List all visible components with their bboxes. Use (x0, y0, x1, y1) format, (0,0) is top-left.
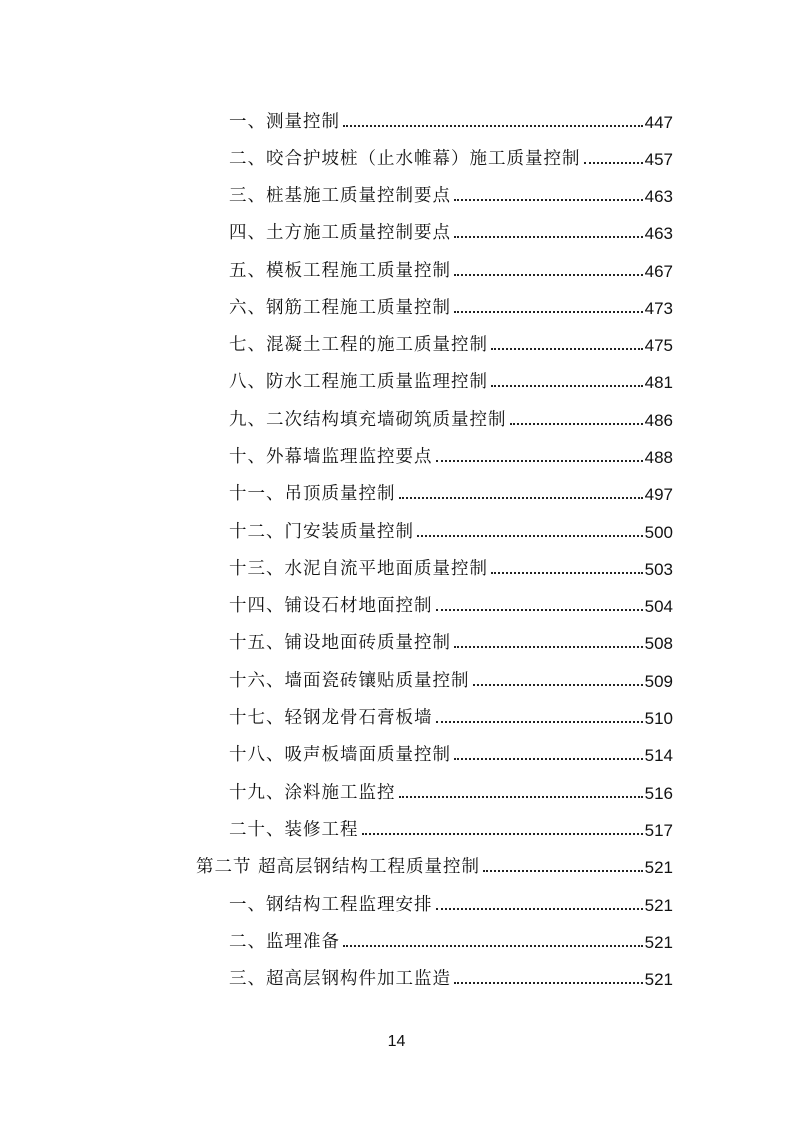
toc-entry-title: 十九、涂料施工监控 (229, 783, 396, 803)
toc-entry-page: 497 (644, 485, 673, 504)
toc-entry[interactable] (229, 479, 673, 505)
toc-entry-page: 473 (644, 299, 673, 318)
toc-entry-title: 十五、铺设地面砖质量控制 (229, 633, 451, 653)
toc-entry-title: 十、外幕墙监理监控要点 (229, 447, 433, 467)
dot-leader (436, 721, 643, 723)
toc-entry[interactable] (229, 591, 673, 617)
dot-leader (491, 572, 643, 574)
toc-entry-title: 六、钢筋工程施工质量控制 (229, 298, 451, 318)
toc-entry-title: 八、防水工程施工质量监理控制 (229, 372, 488, 392)
toc-entry-title: 三、桩基施工质量控制要点 (229, 186, 451, 206)
toc-entry-page: 514 (644, 746, 673, 765)
dot-leader (510, 423, 643, 425)
toc-entry[interactable] (229, 964, 673, 990)
toc-entry-page: 521 (644, 858, 673, 877)
toc-entry-title: 一、测量控制 (229, 112, 340, 132)
toc-entry-page: 521 (644, 896, 673, 915)
dot-leader (436, 460, 643, 462)
toc-entry-title: 九、二次结构填充墙砌筑质量控制 (229, 410, 507, 430)
toc-entry-title: 十四、铺设石材地面控制 (229, 596, 433, 616)
toc-entry-page: 521 (644, 933, 673, 952)
dot-leader (454, 274, 643, 276)
toc-entry-page: 521 (644, 970, 673, 989)
dot-leader (584, 162, 643, 164)
toc-entry[interactable] (229, 517, 673, 543)
toc-entry[interactable] (229, 107, 673, 133)
dot-leader (454, 982, 643, 984)
toc-entry-page: 516 (644, 784, 673, 803)
toc-entry-title: 十七、轻钢龙骨石膏板墙 (229, 708, 433, 728)
toc-entry-page: 463 (644, 187, 673, 206)
dot-leader (473, 684, 643, 686)
dot-leader (454, 758, 643, 760)
toc-entry-title: 二、咬合护坡桩（止水帷幕）施工质量控制 (229, 149, 581, 169)
dot-leader (483, 870, 643, 872)
toc-entry[interactable] (229, 256, 673, 282)
toc-entry-title: 第二节 超高层钢结构工程质量控制 (196, 857, 481, 877)
toc-entry-page: 475 (644, 336, 673, 355)
toc-entry[interactable] (229, 927, 673, 953)
dot-leader (454, 236, 643, 238)
toc-entry-title: 十六、墙面瓷砖镶贴质量控制 (229, 671, 470, 691)
toc-entry-title: 十八、吸声板墙面质量控制 (229, 745, 451, 765)
toc-entry[interactable] (229, 628, 673, 654)
toc-entry[interactable] (229, 405, 673, 431)
toc-entry-page: 509 (644, 672, 673, 691)
toc-entry-page: 500 (644, 523, 673, 542)
toc-entry-page: 517 (644, 821, 673, 840)
dot-leader (491, 385, 643, 387)
toc-entry-title: 十三、水泥自流平地面质量控制 (229, 559, 488, 579)
toc-entry[interactable] (229, 778, 673, 804)
dot-leader (417, 535, 643, 537)
toc-entry-page: 467 (644, 262, 673, 281)
toc-entry[interactable] (229, 367, 673, 393)
toc-entry-page: 463 (644, 224, 673, 243)
dot-leader (343, 945, 643, 947)
toc-entry[interactable] (229, 293, 673, 319)
toc-section-entry[interactable] (196, 852, 673, 878)
toc-entry-title: 二、监理准备 (229, 932, 340, 952)
toc-entry-title: 四、土方施工质量控制要点 (229, 223, 451, 243)
dot-leader (399, 497, 643, 499)
toc-entry[interactable] (229, 890, 673, 916)
toc-entry-page: 510 (644, 709, 673, 728)
toc-entry-page: 447 (644, 113, 673, 132)
toc-entry-title: 二十、装修工程 (229, 820, 359, 840)
dot-leader (491, 348, 643, 350)
dot-leader (436, 609, 643, 611)
dot-leader (399, 796, 643, 798)
toc-entry-title: 五、模板工程施工质量控制 (229, 261, 451, 281)
toc-entry-page: 481 (644, 373, 673, 392)
toc-entry-title: 十二、门安装质量控制 (229, 522, 414, 542)
toc-entry[interactable] (229, 144, 673, 170)
dot-leader (454, 199, 643, 201)
toc-entry-title: 一、钢结构工程监理安排 (229, 895, 433, 915)
toc-entry-page: 503 (644, 560, 673, 579)
toc-entry[interactable] (229, 703, 673, 729)
dot-leader (343, 125, 643, 127)
toc-entry[interactable] (229, 218, 673, 244)
toc-entry[interactable] (229, 330, 673, 356)
toc-entry[interactable] (229, 815, 673, 841)
dot-leader (436, 908, 643, 910)
toc-entry-title: 七、混凝土工程的施工质量控制 (229, 335, 488, 355)
dot-leader (454, 311, 643, 313)
toc-entry[interactable] (229, 666, 673, 692)
page-number: 14 (387, 1033, 406, 1050)
toc-entry-page: 486 (644, 411, 673, 430)
toc-entry-title: 十一、吊顶质量控制 (229, 484, 396, 504)
toc-entry-title: 三、超高层钢构件加工监造 (229, 969, 451, 989)
toc-entry-page: 504 (644, 597, 673, 616)
toc-entry[interactable] (229, 181, 673, 207)
toc-entry-page: 508 (644, 634, 673, 653)
toc-entry[interactable] (229, 554, 673, 580)
dot-leader (454, 646, 643, 648)
toc-entry[interactable] (229, 442, 673, 468)
dot-leader (362, 833, 643, 835)
toc-entry-page: 488 (644, 448, 673, 467)
toc-entry-page: 457 (644, 150, 673, 169)
toc-entry[interactable] (229, 740, 673, 766)
